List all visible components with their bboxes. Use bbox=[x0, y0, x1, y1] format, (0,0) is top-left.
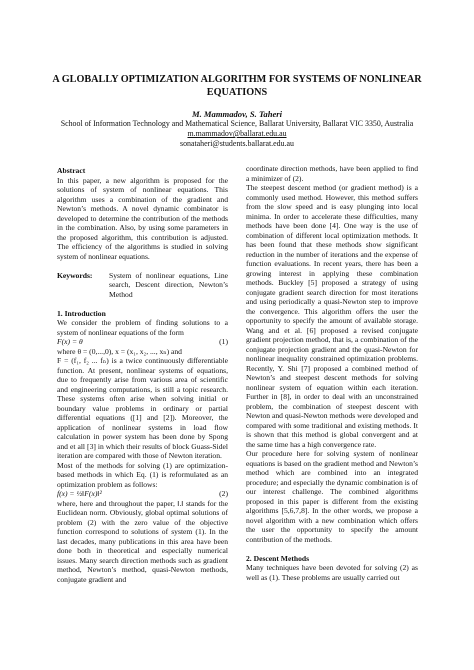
where-clause-a: where θ = (0,...,0), x = (x₁, x₂, ..., xₙ) and bbox=[57, 346, 182, 356]
equation-2-number: (2) bbox=[219, 489, 228, 498]
equation-1 bbox=[57, 337, 228, 347]
affiliation: School of Information Technology and Mathematical Science, Ballarat University, Ballarat VIC 3350, Australia bbox=[60, 119, 414, 128]
paper-authors: M. Mammadov, S. Taheri bbox=[191, 109, 283, 119]
section-2-heading: 2. Descent Methods bbox=[246, 553, 310, 563]
author-email-link[interactable]: m.mammadov@ballarat.edu.au bbox=[187, 129, 287, 138]
right-paragraph-4: Many techniques have been devoted for solving (2) as well as (1). These problems are usually carried out bbox=[246, 563, 418, 582]
intro-heading: 1. Introduction bbox=[57, 308, 106, 318]
equation-2 bbox=[57, 489, 228, 499]
equation-1-number: (1) bbox=[219, 337, 228, 346]
intro-paragraph-3: where, here and throughout the paper, ‖.‖ stands for the Euclidean norm. Obviously, global optimal solutions of problem (2) with the zero value of the objective function correspond to solutions of system (1). In the last decades, many publications in this area have been done both in theoretical and especially numerical issues. Many search direction methods such as gradient method, Newton’s method, quasi-Newton methods, conjugate gradient and bbox=[57, 498, 228, 584]
equation-1-text: F(x) = θ bbox=[57, 337, 83, 346]
affiliation-block bbox=[40, 119, 434, 149]
intro-paragraph-1: We consider the problem of finding solutions to a system of nonlinear equations of the form bbox=[57, 318, 228, 337]
right-column bbox=[246, 164, 418, 582]
keywords bbox=[57, 271, 228, 300]
where-clause-b: F = (f₁, f₂ ... fₙ) is a twice continuously differentiable function. At present, nonlinear systems of equations, due to frequently arise from various area of scientific and engineering computations, is still a topic research. These systems often arise when solving initial or boundary value problems in ordinary or partial differential equations ([1] and [2]). Moreover, the application of nonlinear systems in load flow calculation in power system has been done by Spong and et all [3] in which their results of block Guass-Sidel iteration are compared with those of Newton iteration. bbox=[57, 356, 228, 460]
right-paragraph-2: The steepest descent method (or gradient method) is a commonly used method. However, this method suffers from the slow speed and is easy plunging into local minima. In order to accelerate these difficulties, many methods have been done [4]. One way is the use of combination of different local optimization methods. It has been found that these methods show significant reduction in the number of iterations and the expense of function evaluations. In recent years, there has been a growing interest in applying these combination methods. Buckley [5] proposed a strategy of using conjugate gradient search direction for most iterations and using periodically a quasi-Newton step to improve the convergence. This algorithm offers the user the opportunity to specify the amount of available storage. Wang and et al. [6] proposed a revised conjugate gradient projection method, that is, a combination of the conjugate projection gradient and the quasi-Newton for nonlinear inequality constrained optimization problems. Recently, Y. Shi [7] proposed a combined method of Newton’s and steepest descent methods for solving nonlinear system of equation within each iteration. Further in [8], in order to deal with an unconstrained problem, the combination of steepest descent with Newton and quasi-Newton methods were developed and compared with some traditional and existing methods. It is shown that this method is global convergent and at the same time has a high convergence rate. bbox=[246, 183, 418, 449]
equation-2-text: f(x) = ½‖F(x)‖² bbox=[57, 489, 102, 498]
paper-title: A GLOBALLY OPTIMIZATION ALGORITHM FOR SYSTEMS OF NONLINEAR EQUATIONS bbox=[52, 74, 422, 98]
right-paragraph-1: coordinate direction methods, have been applied to find a minimizer of (2). bbox=[246, 164, 418, 183]
left-column bbox=[57, 166, 228, 584]
intro-paragraph-2: Most of the methods for solving (1) are optimization-based methods in which Eq. (1) is reformulated as an optimization problem as follows: bbox=[57, 460, 228, 489]
abstract-text: In this paper, a new algorithm is proposed for the solutions of system of nonlinear equations. This algorithm uses a combination of the gradient and Newton’s methods. A novel dynamic combinator is developed to determine the contribution of the methods in the combination. Also, by using some parameters in the proposed algorithm, this contribution is adjusted. The efficiency of the algorithms is studied in solving system of nonlinear equations. bbox=[57, 175, 228, 261]
right-paragraph-3: Our procedure here for solving system of nonlinear equations is based on the gradient method and Newton’s method which are combined into an integrated procedure; and especially the dynamic combination is of our interest challenge. The combined algorithms proposed in this paper is different from the existing algorithms [5,6,7,8]. In the other words, we propose a novel algorithm with a new combination which offers the user the opportunity to specify the amount contribution of the methods. bbox=[246, 449, 418, 544]
author-email-secondary: sonataheri@students.ballarat.edu.au bbox=[180, 139, 294, 148]
abstract-heading: Abstract bbox=[57, 166, 86, 175]
keywords-label: Keywords: bbox=[57, 270, 93, 280]
keywords-text: System of nonlinear equations, Line search, Descent direction, Newton’s Method bbox=[109, 270, 228, 299]
